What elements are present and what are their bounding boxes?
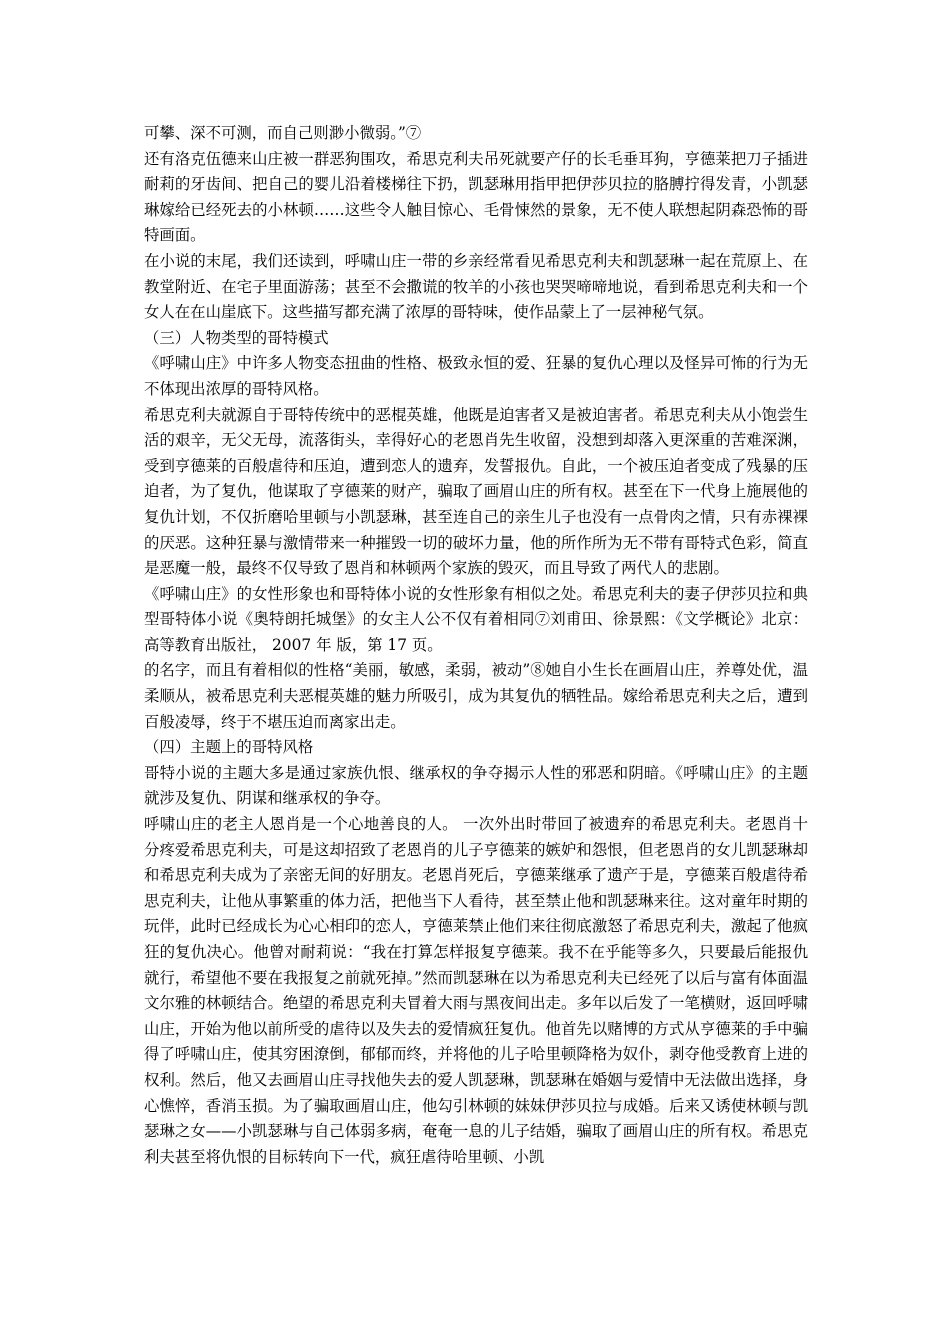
- paragraph-characters-intro: 《呼啸山庄》中许多人物变态扭曲的性格、极致永恒的爱、狂暴的复仇心理以及怪异可怖的行为无不体现出浓厚的哥特风格。: [144, 354, 808, 398]
- paragraph-isabella: 的名字，而且有着相似的性格“美丽，敏感，柔弱，被动”⑧她自小生长在画眉山庄，养尊处优，温柔顺从，被希思克利夫恶棍英雄的魅力所吸引，成为其复仇的牺牲品。嫁给希思克利夫之后，遭到百般凌辱，终于不堪压迫而离家出走。: [144, 661, 808, 731]
- paragraph-quote-end: 可攀、深不可测，而自己则渺小微弱。”⑦: [144, 124, 422, 142]
- paragraph-novel-ending: 在小说的末尾，我们还读到，呼啸山庄一带的乡亲经常看见希思克利夫和凯瑟琳一起在荒原上、在教堂附近、在宅子里面游荡；甚至不会撒谎的牧羊的小孩也哭哭啼啼地说，看到希思克利夫和一个女人在在山崖底下。这些描写都充满了浓厚的哥特味，使作品蒙上了一层神秘气氛。: [144, 251, 808, 322]
- paragraph-female-characters: 《呼啸山庄》的女性形象也和哥特体小说的女性形象有相似之处。希思克利夫的妻子伊莎贝拉和典型哥特体小说《奥特朗托城堡》的女主人公不仅有着相同⑦刘甫田、徐景熙：《文学概论》北京：高等教育出版社， 2007 年 版，第 17 页。: [144, 584, 808, 654]
- paragraph-gothic-scenes: 还有洛克伍德来山庄被一群恶狗围攻，希思克利夫吊死就要产仔的长毛垂耳狗，亨德莱把刀子插进耐莉的牙齿间、把自己的婴儿沿着楼梯往下扔，凯瑟琳用指甲把伊莎贝拉的胳膊拧得发青，小凯瑟琳嫁给已经死去的小林顿……这些令人触目惊心、毛骨悚然的景象，无不使人联想起阴森恐怖的哥特画面。: [144, 149, 808, 245]
- paragraph-revenge-plot: 呼啸山庄的老主人恩肖是一个心地善良的人。 一次外出时带回了被遗弃的希思克利夫。老恩肖十分疼爱希思克利夫，可是这却招致了老恩肖的儿子亨德莱的嫉妒和怨恨，但老恩肖的女儿凯瑟琳却和希思克利夫成为了亲密无间的好朋友。老恩肖死后，亨德莱继承了遗产于是，亨德莱百般虐待希思克利夫，让他从事繁重的体力活，把他当下人看待，甚至禁止他和凯瑟琳来往。这对童年时期的玩伴，此时已经成长为心心相印的恋人，亨德莱禁止他们来往彻底激怒了希思克利夫，激起了他疯狂的复仇决心。他曾对耐莉说：“我在打算怎样报复亨德莱。我不在乎能等多久，只要最后能报仇就行，希望他不要在我报复之前就死掉。”然而凯瑟琳在以为希思克利夫已经死了以后与富有体面温文尔雅的林顿结合。绝望的希思克利夫冒着大雨与黑夜间出走。多年以后发了一笔横财，返回呼啸山庄，开始为他以前所受的虐待以及失去的爱情疯狂复仇。他首先以赌博的方式从亨德莱的手中骗得了呼啸山庄，使其穷困潦倒，郁郁而终，并将他的儿子哈里顿降格为奴仆，剥夺他受教育上进的权利。然后，他又去画眉山庄寻找他失去的爱人凯瑟琳，凯瑟琳在婚姻与爱情中无法做出选择，身心憔悴，香消玉损。为了骗取画眉山庄，他勾引林顿的妹妹伊莎贝拉与成婚。后来又诱使林顿与凯瑟琳之女——小凯瑟琳与自己体弱多病，奄奄一息的儿子结婚，骗取了画眉山庄的所有权。希思克利夫甚至将仇恨的目标转向下一代，疯狂虐待哈里顿、小凯: [144, 815, 808, 1166]
- document-page: [144, 121, 808, 1170]
- paragraph-heathcliff: 希思克利夫就源自于哥特传统中的恶棍英雄，他既是迫害者又是被迫害者。希思克利夫从小饱尝生活的艰辛，无父无母，流落街头，幸得好心的老恩肖先生收留，没想到却落入更深重的苦难深渊，受到亨德莱的百般虐待和压迫，遭到恋人的遗弃，发誓报仇。自此，一个被压迫者变成了残暴的压迫者，为了复仇，他谋取了亨德莱的财产，骗取了画眉山庄的所有权。甚至在下一代身上施展他的复仇计划，不仅折磨哈里顿与小凯瑟琳，甚至连自己的亲生儿子也没有一点骨肉之情，只有赤裸裸的厌恶。这种狂暴与激情带来一种摧毁一切的破坏力量，他的所作所为无不带有哥特式色彩，简直是恶魔一般，最终不仅导致了恩肖和林顿两个家族的毁灭，而且导致了两代人的悲剧。: [144, 405, 808, 578]
- section-heading-theme: （四）主题上的哥特风格: [144, 738, 314, 757]
- section-heading-character-types: （三）人物类型的哥特模式: [144, 328, 329, 347]
- paragraph-theme-intro: 哥特小说的主题大多是通过家族仇恨、继承权的争夺揭示人性的邪恶和阴暗。《呼啸山庄》的主题就涉及复仇、阴谋和继承权的争夺。: [144, 763, 808, 808]
